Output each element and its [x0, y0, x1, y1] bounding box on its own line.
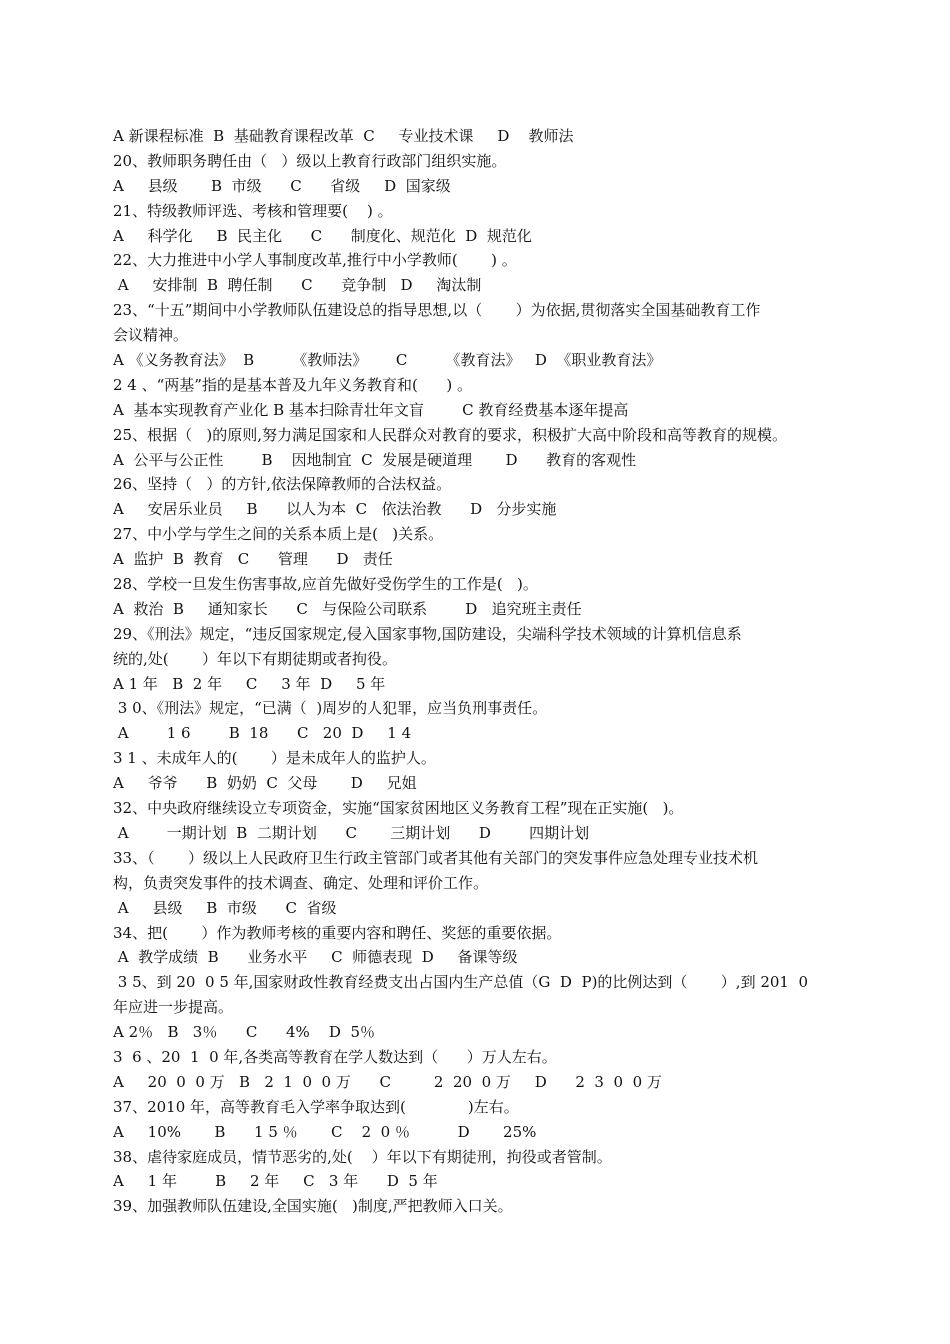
text-line: A 《义务教育法》 B 《教师法》 C 《教育法》 D 《职业教育法》: [113, 351, 662, 370]
text-line: 27、中小学与学生之间的关系本质上是( )关系。: [113, 525, 444, 544]
text-line: A 县级 B 市级 C 省级: [113, 898, 337, 917]
text-line: 3 6 、20 1 0 年,各类高等教育在学人数达到（ ）万人左右。: [113, 1047, 557, 1066]
text-line: A 一期计划 B 二期计划 C 三期计划 D 四期计划: [113, 823, 590, 842]
text-line: 38、虐待家庭成员，情节恶劣的,处( ）年以下有期徒刑，拘役或者管制。: [113, 1147, 612, 1166]
text-line: 20、教师职务聘任由（ ）级以上教育行政部门组织实施。: [113, 151, 507, 170]
text-line: 会议精神。: [113, 326, 189, 345]
text-line: 统的,处( ）年以下有期徒期或者拘役。: [113, 649, 397, 668]
text-line: A 1 年 B 2 年 C 3 年 D 5 年: [113, 674, 386, 693]
text-line: 37、2010 年，高等教育毛入学率争取达到( )左右。: [113, 1097, 519, 1116]
text-line: A 监护 B 教育 C 管理 D 责任: [113, 550, 393, 569]
text-line: 22、大力推进中小学人事制度改革,推行中小学教师( ) 。: [113, 251, 517, 270]
text-line: A 县级 B 市级 C 省级 D 国家级: [113, 176, 451, 195]
text-line: 26、坚持（ ）的方针,依法保障教师的合法权益。: [113, 475, 452, 494]
text-line: 34、把( ）作为教师考核的重要内容和聘任、奖惩的重要依据。: [113, 923, 562, 942]
text-line: A 2％ B 3％ C 4% D 5％: [113, 1023, 375, 1042]
text-line: 23、“十五”期间中小学教师队伍建设总的指导思想,以（ ）为依据,贯彻落实全国基础教育工作: [113, 301, 761, 320]
text-line: 39、加强教师队伍建设,全国实施( )制度,严把教师入口关。: [113, 1197, 513, 1216]
text-line: 2 4 、“两基”指的是基本普及九年义务教育和( ) 。: [113, 375, 473, 394]
text-line: 构，负责突发事件的技术调查、确定、处理和评价工作。: [113, 873, 489, 892]
text-line: A 科学化 B 民主化 C 制度化、规范化 D 规范化: [113, 226, 532, 245]
text-line: 29、《刑法》规定，“违反国家规定,侵入国家事物,国防建设，尖端科学技术领域的计算机信息系: [113, 624, 742, 643]
text-line: 33、（ ）级以上人民政府卫生行政主管部门或者其他有关部门的突发事件应急处理专业技术机: [113, 848, 758, 867]
text-line: A 公平与公正性 B 因地制宜 C 发展是硬道理 D 教育的客观性: [113, 450, 637, 469]
text-line: A 安排制 B 聘任制 C 竞争制 D 淘汰制: [113, 276, 482, 295]
text-line: A 10% B 1 5 ％ C 2 0 ％ D 25%: [113, 1122, 537, 1141]
text-line: 3 0、《刑法》规定，“已满（ )周岁的人犯罪，应当负刑事责任。: [113, 699, 548, 718]
text-line: A 救治 B 通知家长 C 与保险公司联系 D 追究班主责任: [113, 599, 582, 618]
text-line: A 1 年 B 2 年 C 3 年 D 5 年: [113, 1172, 438, 1191]
text-line: A 教学成绩 B 业务水平 C 师德表现 D 备课等级: [113, 948, 518, 967]
text-line: 3 1 、未成年人的( ）是未成年人的监护人。: [113, 749, 436, 768]
text-line: 3 5、到 20 0 5 年,国家财政性教育经费支出占国内生产总值（G D P)的比例达到（ ）,到 201 0: [113, 973, 809, 992]
text-line: A 爷爷 B 奶奶 C 父母 D 兄姐: [113, 774, 417, 793]
text-line: 21、特级教师评选、考核和管理要( ) 。: [113, 201, 393, 220]
text-line: A 安居乐业员 B 以人为本 C 依法治教 D 分步实施: [113, 500, 557, 519]
text-line: A 20 0 0 万 B 2 1 0 0 万 C 2 20 0 万 D 2 3 0 0 万: [113, 1072, 662, 1091]
text-line: A 1 6 B 18 C 20 D 1 4: [113, 724, 412, 743]
text-line: A 新课程标准 B 基础教育课程改革 C 专业技术课 D 教师法: [113, 127, 574, 145]
text-line: A 基本实现教育产业化 B 基本扫除青壮年文盲 C 教育经费基本逐年提高: [113, 400, 629, 419]
text-line: 年应进一步提高。: [113, 998, 234, 1017]
text-line: 25、根据（ )的原则,努力满足国家和人民群众对教育的要求，积极扩大高中阶段和高等教育的规模。: [113, 425, 788, 444]
question-text-body: [113, 124, 853, 1219]
text-line: 28、学校一旦发生伤害事故,应首先做好受伤学生的工作是( )。: [113, 575, 538, 594]
text-line: 32、中央政府继续设立专项资金，实施“国家贫困地区义务教育工程”现在正实施( )。: [113, 799, 684, 818]
